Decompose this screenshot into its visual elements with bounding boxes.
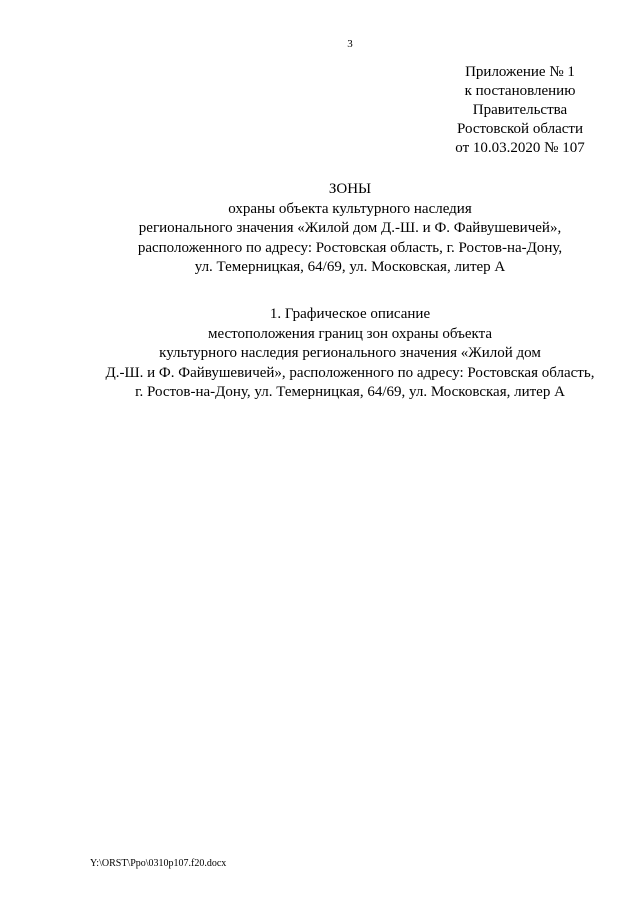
appendix-block xyxy=(440,63,600,158)
footer-file-path: Y:\ORST\Ppo\0310p107.f20.docx xyxy=(90,858,227,869)
appendix-line: Правительства xyxy=(472,102,568,118)
title-line: охраны объекта культурного наследия xyxy=(228,200,472,217)
page-number: 3 xyxy=(347,38,353,50)
section-line: 1. Графическое описание xyxy=(269,306,431,322)
appendix-line: от 10.03.2020 № 107 xyxy=(455,140,585,156)
title-line: расположенного по адресу: Ростовская область, г. Ростов-на-Дону, xyxy=(137,239,563,256)
appendix-line: к постановлению xyxy=(464,83,576,99)
section-line: местоположения границ зон охраны объекта xyxy=(207,325,493,342)
section-line: Д.-Ш. и Ф. Файвушевичей», расположенного по адресу: Ростовская область, xyxy=(105,364,595,381)
appendix-line: Ростовской области xyxy=(457,121,583,137)
section-line: культурного наследия регионального значения «Жилой дом xyxy=(159,345,541,361)
section-line: г. Ростов-на-Дону, ул. Темерницкая, 64/69, ул. Московская, литер А xyxy=(135,384,565,400)
title-line: ул. Темерницкая, 64/69, ул. Московская, литер А xyxy=(194,259,506,275)
document-heading: ЗОНЫ xyxy=(328,181,372,197)
zones-title-block xyxy=(0,180,640,278)
title-line: регионального значения «Жилой дом Д.-Ш. и Ф. Файвушевичей», xyxy=(138,220,562,236)
section-1-heading xyxy=(0,305,640,403)
appendix-line: Приложение № 1 xyxy=(465,64,575,80)
